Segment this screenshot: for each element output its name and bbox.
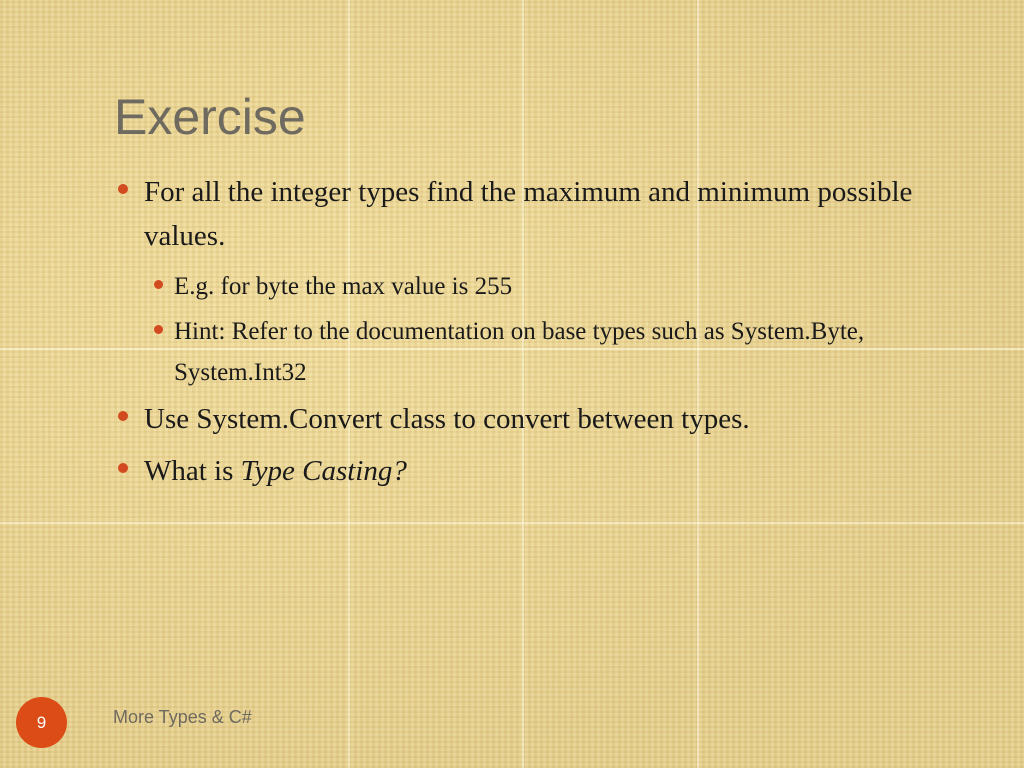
sub-bullet-text: Hint: Refer to the documentation on base types such as System.Byte, System.Int32	[174, 318, 865, 386]
grid-line	[0, 522, 1024, 524]
bullet-list	[116, 170, 916, 501]
bullet-text: For all the integer types find the maximum and minimum possible values.	[144, 176, 913, 252]
slide-title: Exercise	[114, 89, 306, 145]
page-number-badge	[16, 697, 67, 748]
bullet-dot-icon	[118, 463, 128, 473]
bullet-dot-icon	[118, 411, 128, 421]
bullet-item	[116, 449, 916, 493]
bullet-dot-icon	[118, 184, 128, 194]
bullet-text: Use System.Convert class to convert between types.	[144, 403, 750, 435]
sub-bullet-item	[116, 311, 916, 393]
page-number: 9	[36, 712, 47, 732]
bullet-text: What is	[144, 455, 241, 487]
bullet-item	[116, 397, 916, 441]
sub-bullet-text: E.g. for byte the max value is 255	[174, 273, 513, 300]
bullet-dot-icon	[154, 280, 163, 289]
bullet-item	[116, 170, 916, 258]
sub-bullet-item	[116, 266, 916, 307]
bullet-italic-text: Type Casting?	[240, 455, 407, 487]
footer-text: More Types & C#	[113, 707, 252, 727]
bullet-dot-icon	[154, 325, 163, 334]
